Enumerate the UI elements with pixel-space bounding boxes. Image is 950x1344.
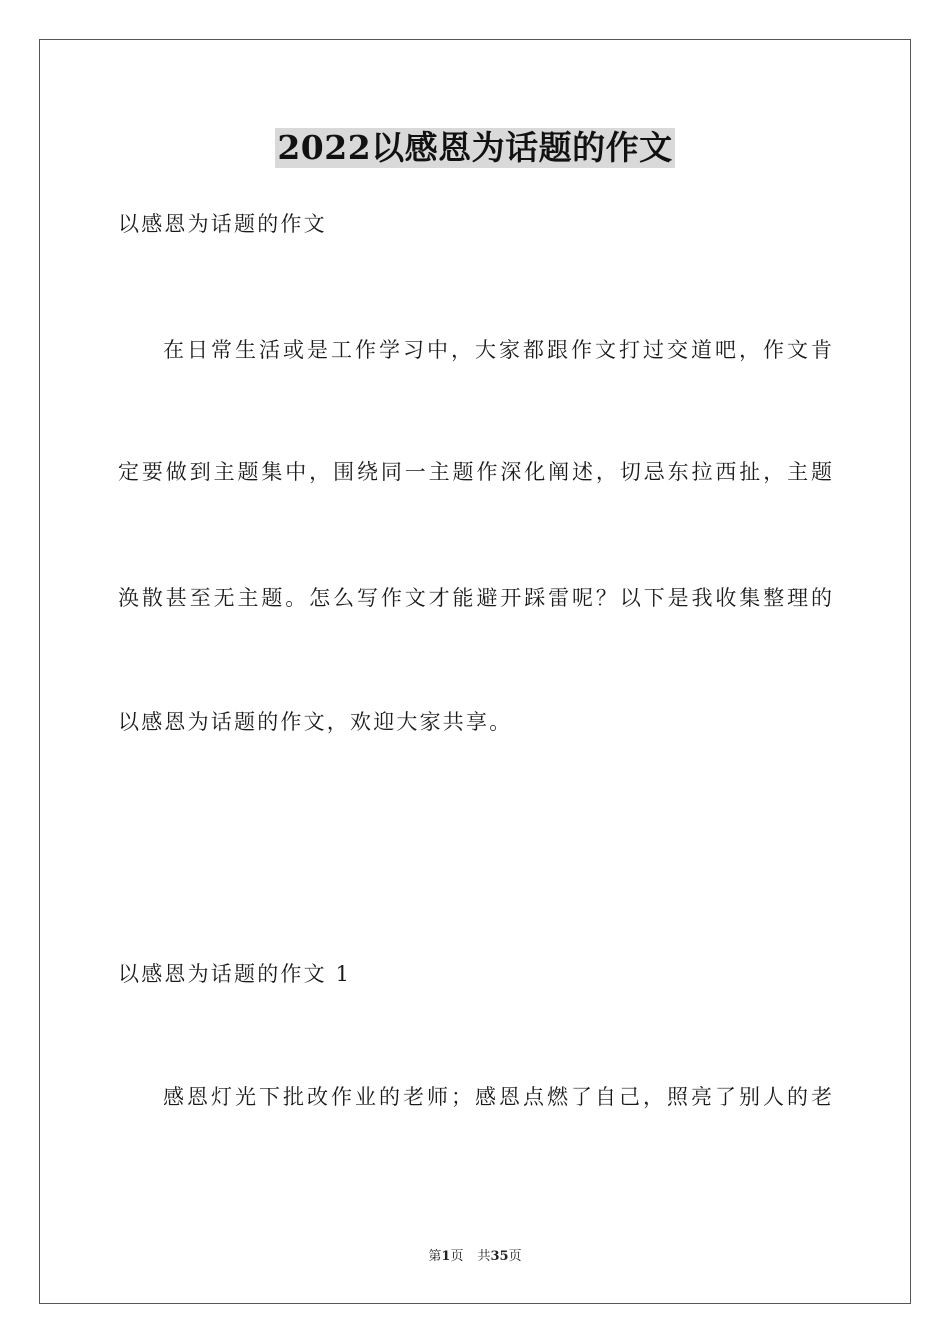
footer-page-suffix: 页 — [450, 1249, 464, 1264]
intro-line-1: 在日常生活或是工作学习中，大家都跟作文打过交道吧，作文肯 — [163, 338, 832, 362]
intro-line-2: 定要做到主题集中，围绕同一主题作深化阐述，切忌东拉西扯，主题 — [118, 460, 832, 484]
intro-line-3: 涣散甚至无主题。怎么写作文才能避开踩雷呢？以下是我收集整理的 — [118, 586, 832, 610]
intro-line-4: 以感恩为话题的作文，欢迎大家共享。 — [118, 710, 513, 734]
title-container — [0, 128, 950, 168]
footer-page-number: 1 — [441, 1249, 451, 1264]
document-title: 2022以感恩为话题的作文 — [277, 128, 673, 167]
document-subtitle: 以感恩为话题的作文 — [118, 212, 327, 236]
footer-total-suffix: 页 — [508, 1249, 522, 1264]
footer-total-pages: 35 — [490, 1249, 509, 1264]
footer-page-prefix: 第 — [428, 1249, 442, 1264]
section-line-1: 感恩灯光下批改作业的老师；感恩点燃了自己，照亮了别人的老 — [163, 1085, 832, 1109]
section-heading: 以感恩为话题的作文 1 — [118, 962, 352, 986]
page-footer — [0, 1248, 950, 1266]
footer-total-prefix: 共 — [477, 1249, 491, 1264]
